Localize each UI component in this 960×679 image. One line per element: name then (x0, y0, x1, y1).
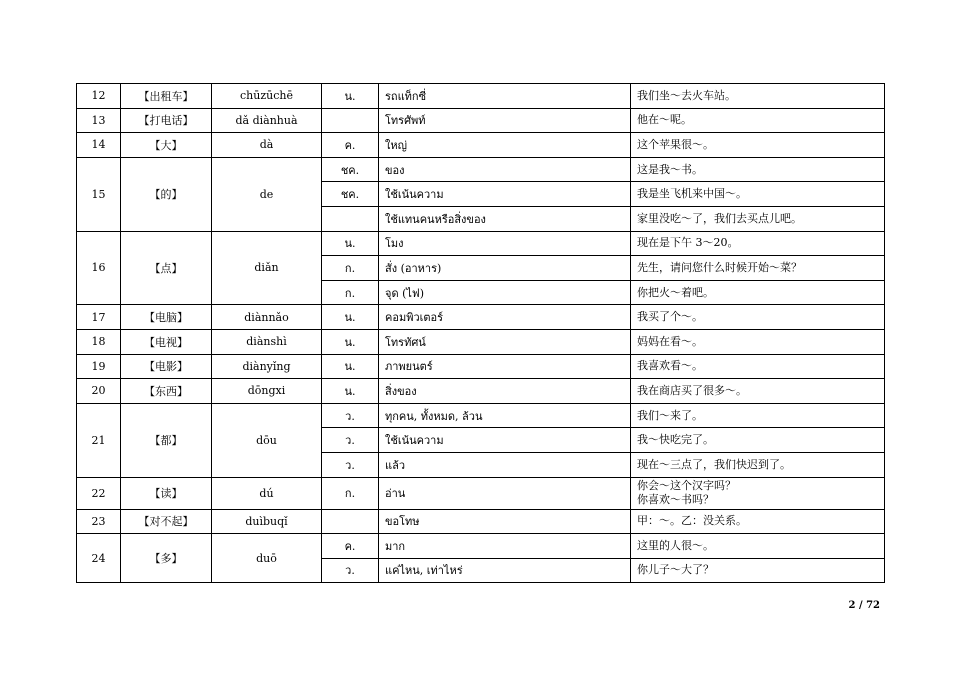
entry-number: 18 (77, 329, 121, 354)
sense-part-of-speech: น. (322, 379, 379, 404)
entry-word: 【对不起】 (121, 509, 212, 534)
entry-pinyin: dōngxi (212, 379, 322, 404)
sense-thai-meaning: ภาพยนตร์ (379, 354, 631, 379)
entry-word: 【电脑】 (121, 305, 212, 330)
entry-number: 24 (77, 534, 121, 583)
entry-word: 【打电话】 (121, 108, 212, 133)
entry-number: 22 (77, 477, 121, 509)
sense-thai-meaning: ใช้แทนคนหรือสิ่งของ (379, 206, 631, 231)
entry-number: 16 (77, 231, 121, 305)
entry-word: 【电影】 (121, 354, 212, 379)
example-sentence: 你把火～着吧。 (637, 285, 714, 299)
entry-pinyin: duìbuqǐ (212, 509, 322, 534)
example-sentence: 现在是下午 3～20。 (637, 236, 739, 250)
sense-thai-meaning: จุด (ไฟ) (379, 280, 631, 305)
sense-example (631, 305, 885, 330)
sense-thai-meaning: คอมพิวเตอร์ (379, 305, 631, 330)
example-sentence: 我～快吃完了。 (637, 433, 714, 447)
sense-thai-meaning: แค่ไหน, เท่าไหร่ (379, 558, 631, 583)
table-row (77, 403, 885, 428)
sense-thai-meaning: ใหญ่ (379, 133, 631, 158)
table-row (77, 108, 885, 133)
sense-example (631, 182, 885, 207)
sense-example (631, 558, 885, 583)
sense-thai-meaning: โมง (379, 231, 631, 256)
sense-example (631, 157, 885, 182)
table-row (77, 379, 885, 404)
sense-example (631, 329, 885, 354)
sense-part-of-speech: ชค. (322, 157, 379, 182)
entry-word: 【东西】 (121, 379, 212, 404)
sense-part-of-speech: ว. (322, 558, 379, 583)
sense-example (631, 108, 885, 133)
example-sentence: 现在～三点了，我们快迟到了。 (637, 457, 791, 471)
sense-part-of-speech: ว. (322, 403, 379, 428)
sense-example (631, 84, 885, 109)
sense-part-of-speech: ค. (322, 534, 379, 559)
entry-pinyin: chūzūchē (212, 84, 322, 109)
entry-pinyin: diànshì (212, 329, 322, 354)
example-sentence: 我在商店买了很多～。 (637, 383, 747, 397)
table-row (77, 231, 885, 256)
entry-number: 21 (77, 403, 121, 477)
example-sentence: 我喜欢看～。 (637, 359, 703, 373)
table-row (77, 534, 885, 559)
sense-example (631, 133, 885, 158)
example-sentence: 这是我～书。 (637, 162, 703, 176)
sense-part-of-speech: น. (322, 231, 379, 256)
sense-thai-meaning: ใช้เน้นความ (379, 428, 631, 453)
entry-number: 12 (77, 84, 121, 109)
entry-word: 【多】 (121, 534, 212, 583)
sense-example (631, 428, 885, 453)
example-sentence: 先生，请问您什么时候开始～菜？ (637, 260, 802, 274)
example-sentence: 我们～来了。 (637, 408, 703, 422)
sense-thai-meaning: สั่ง (อาหาร) (379, 256, 631, 281)
entry-pinyin: duō (212, 534, 322, 583)
entry-pinyin: dōu (212, 403, 322, 477)
sense-part-of-speech: ก. (322, 256, 379, 281)
sense-example (631, 379, 885, 404)
sense-example (631, 509, 885, 534)
entry-number: 17 (77, 305, 121, 330)
sense-thai-meaning: แล้ว (379, 452, 631, 477)
example-sentence: 他在～呢。 (637, 113, 692, 127)
sense-example (631, 231, 885, 256)
vocabulary-table (76, 83, 885, 583)
example-sentence: 甲：～。乙：没关系。 (637, 514, 747, 528)
sense-thai-meaning: อ่าน (379, 477, 631, 509)
example-sentence: 我们坐～去火车站。 (637, 88, 736, 102)
table-row (77, 329, 885, 354)
entry-word: 【大】 (121, 133, 212, 158)
example-sentence: 妈妈在看～。 (637, 334, 703, 348)
table-row (77, 157, 885, 182)
sense-example (631, 280, 885, 305)
example-sentence: 你儿子～大了？ (637, 563, 714, 577)
example-sentence: 你喜欢～书吗？ (637, 493, 714, 506)
entry-number: 20 (77, 379, 121, 404)
example-sentence: 我买了个～。 (637, 310, 703, 324)
entry-pinyin: dú (212, 477, 322, 509)
sense-example (631, 403, 885, 428)
table-row (77, 84, 885, 109)
entry-pinyin: diǎn (212, 231, 322, 305)
entry-word: 【电视】 (121, 329, 212, 354)
sense-example (631, 354, 885, 379)
sense-part-of-speech: ชค. (322, 182, 379, 207)
sense-thai-meaning: สิ่งของ (379, 379, 631, 404)
example-sentence: 你会～这个汉字吗？ (637, 479, 736, 492)
table-row (77, 354, 885, 379)
entry-number: 13 (77, 108, 121, 133)
sense-part-of-speech: น. (322, 84, 379, 109)
table-row (77, 509, 885, 534)
sense-part-of-speech: ว. (322, 428, 379, 453)
table-row (77, 305, 885, 330)
sense-thai-meaning: รถแท็กซี่ (379, 84, 631, 109)
sense-part-of-speech (322, 108, 379, 133)
sense-example (631, 452, 885, 477)
entry-pinyin: dǎ diànhuà (212, 108, 322, 133)
entry-word: 【都】 (121, 403, 212, 477)
sense-part-of-speech: น. (322, 329, 379, 354)
entry-number: 14 (77, 133, 121, 158)
sense-part-of-speech (322, 206, 379, 231)
entry-word: 【读】 (121, 477, 212, 509)
sense-part-of-speech: น. (322, 305, 379, 330)
sense-example (631, 534, 885, 559)
sense-part-of-speech: น. (322, 354, 379, 379)
example-sentence: 家里没吃～了，我们去买点儿吧。 (637, 211, 802, 225)
table-body (77, 84, 885, 583)
entry-word: 【出租车】 (121, 84, 212, 109)
sense-thai-meaning: ขอโทษ (379, 509, 631, 534)
sense-part-of-speech: ว. (322, 452, 379, 477)
sense-thai-meaning: ใช้เน้นความ (379, 182, 631, 207)
sense-part-of-speech: ค. (322, 133, 379, 158)
sense-part-of-speech (322, 509, 379, 534)
sense-example (631, 256, 885, 281)
sense-example (631, 477, 885, 509)
entry-pinyin: diànyǐng (212, 354, 322, 379)
entry-word: 【点】 (121, 231, 212, 305)
entry-pinyin: dà (212, 133, 322, 158)
entry-number: 15 (77, 157, 121, 231)
sense-part-of-speech: ก. (322, 280, 379, 305)
sense-example (631, 206, 885, 231)
entry-word: 【的】 (121, 157, 212, 231)
entry-pinyin: de (212, 157, 322, 231)
sense-thai-meaning: โทรศัพท์ (379, 108, 631, 133)
entry-number: 19 (77, 354, 121, 379)
entry-pinyin: diànnǎo (212, 305, 322, 330)
sense-thai-meaning: โทรทัศน์ (379, 329, 631, 354)
example-sentence: 这个苹果很～。 (637, 137, 714, 151)
sense-thai-meaning: ทุกคน, ทั้งหมด, ล้วน (379, 403, 631, 428)
entry-number: 23 (77, 509, 121, 534)
sense-thai-meaning: ของ (379, 157, 631, 182)
sense-part-of-speech: ก. (322, 477, 379, 509)
sense-thai-meaning: มาก (379, 534, 631, 559)
example-sentence: 我是坐飞机来中国～。 (637, 187, 747, 201)
page-number: 2 / 72 (848, 600, 880, 611)
example-sentence: 这里的人很～。 (637, 538, 714, 552)
table-row (77, 477, 885, 509)
table-row (77, 133, 885, 158)
